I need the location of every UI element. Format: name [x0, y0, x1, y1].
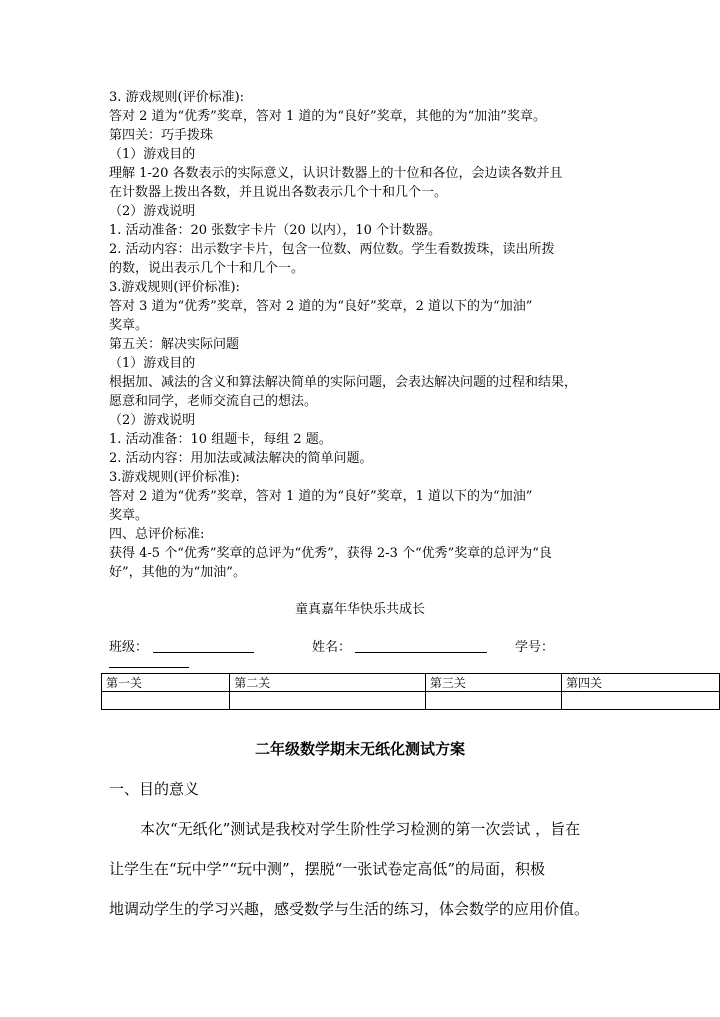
table-row — [102, 674, 720, 692]
text-line: 奖章。 — [109, 508, 149, 523]
text-line: 第五关：解决实际问题 — [109, 337, 240, 352]
text-line: 的数，说出表示几个十和几个一。 — [109, 261, 305, 276]
text-line: 愿意和同学，老师交流自己的想法。 — [109, 394, 318, 409]
game-rules-text — [109, 88, 709, 582]
text-line: 3.游戏规则(评价标准): — [109, 280, 240, 295]
text-line: （2）游戏说明 — [109, 204, 196, 219]
text-line: 1. 活动准备：10 组题卡，每组 2 题。 — [109, 432, 332, 447]
table-header-cell: 第四关 — [562, 674, 720, 692]
text-line: 1. 活动准备：20 张数字卡片（20 以内），10 个计数器。 — [109, 223, 442, 238]
text-line: （1）游戏目的 — [109, 147, 196, 162]
paragraph-line: 地调动学生的学习兴趣，感受数学与生活的练习，体会数学的应用价值。 — [109, 900, 590, 918]
class-blank[interactable] — [153, 652, 254, 653]
text-line: 3. 游戏规则(评价标准): — [109, 90, 245, 105]
text-line: 根据加、减法的含义和算法解决简单的实际问题，会表达解决问题的过程和结果， — [109, 375, 578, 390]
student-info-row — [109, 636, 720, 658]
name-blank[interactable] — [355, 652, 487, 653]
table-cell[interactable] — [562, 692, 720, 710]
text-line: 2. 活动内容：用加法或减法解决的简单问题。 — [109, 451, 373, 466]
plan-title: 二年级数学期末无纸化测试方案 — [254, 740, 465, 758]
class-label: 班级： — [109, 640, 149, 655]
text-line: 四、总评价标准: — [109, 527, 205, 542]
table-header-cell: 第一关 — [102, 674, 230, 692]
table-cell[interactable] — [102, 692, 230, 710]
paragraph-line: 本次“无纸化”测试是我校对学生阶性学习检测的第一次尝试 ，旨在 — [140, 820, 581, 838]
name-label: 姓名： — [312, 640, 352, 655]
text-line: 在计数器上拨出各数，并且说出各数表示几个十和几个一。 — [109, 185, 448, 200]
text-line: （1）游戏目的 — [109, 356, 196, 371]
text-line: 好”，其他的为“加油”。 — [109, 565, 246, 580]
text-line: 理解 1-20 各数表示的实际意义，认识计数器上的十位和各位，会边读各数并且 — [109, 166, 563, 181]
paragraph-line: 让学生在“玩中学”“玩中测”，摆脱“一张试卷定高低”的局面，积极 — [109, 860, 546, 878]
text-line: （2）游戏说明 — [109, 413, 196, 428]
table-header-cell: 第三关 — [425, 674, 561, 692]
table-cell[interactable] — [425, 692, 561, 710]
id-blank[interactable] — [109, 667, 189, 668]
text-line: 第四关：巧手拨珠 — [109, 128, 214, 143]
level-score-table — [101, 673, 720, 710]
text-line: 奖章。 — [109, 318, 149, 333]
text-line: 答对 2 道为“优秀”奖章，答对 1 道的为“良好”奖章，1 道以下的为“加油” — [109, 489, 533, 504]
text-line: 答对 3 道为“优秀”奖章，答对 2 道的为“良好”奖章，2 道以下的为“加油” — [109, 299, 533, 314]
text-line: 2. 活动内容：出示数字卡片，包含一位数、两位数。学生看数拨珠，读出所拨 — [109, 242, 555, 257]
text-line: 答对 2 道为“优秀”奖章，答对 1 道的为“良好”奖章，其他的为“加油”奖章。 — [109, 109, 546, 124]
section-heading: 一、目的意义 — [109, 780, 200, 798]
text-line: 获得 4-5 个“优秀”奖章的总评为“优秀”，获得 2-3 个“优秀”奖章的总评为“良 — [109, 546, 552, 561]
text-line: 3.游戏规则(评价标准): — [109, 470, 240, 485]
table-row — [102, 692, 720, 710]
table-header-cell: 第二关 — [230, 674, 426, 692]
table-cell[interactable] — [230, 692, 426, 710]
id-label: 学号： — [515, 640, 555, 655]
form-title: 童真嘉年华快乐共成长 — [294, 602, 425, 617]
